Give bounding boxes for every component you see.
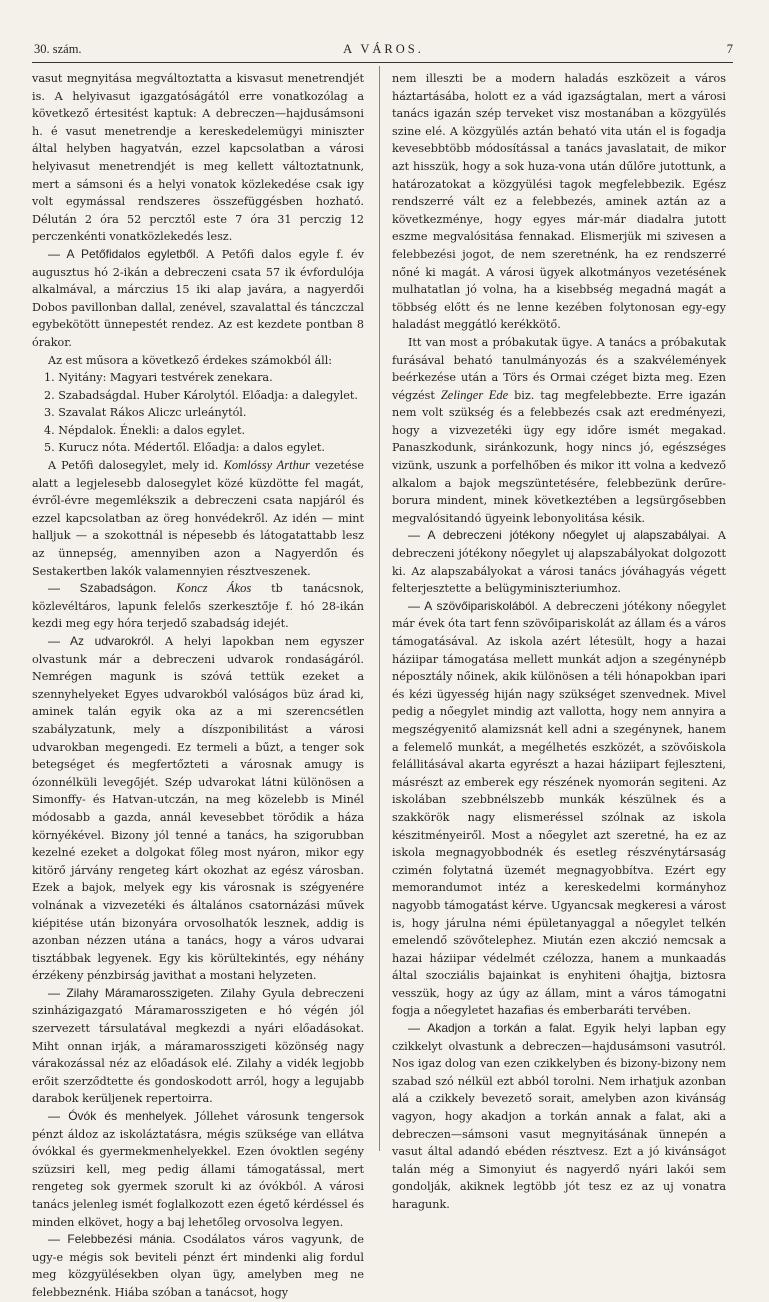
column-divider <box>379 66 380 1151</box>
article-heading: — Szabadságon. <box>48 581 157 596</box>
page-number: 7 <box>726 42 733 56</box>
article-heading: — A debreczeni jótékony nőegylet uj alapszabályai. <box>408 528 710 543</box>
header-rule <box>32 62 733 63</box>
article-text: Jóllehet városunk tengersok pénzt áldoz az iskoláztatásra, mégis szüksége van ellátva óvókkal és gyermekmenhelyekkel. Ezen óvoktlen segény szüzsiri kell, meg pedig állami támogatással, mert rengeteg sok gyermek szorult ki az óvókból. A városi tanács jelenleg ismét foglalkozott ezen égető kérdéssel és minden elkövet, hogy a baj lehetőleg orvosolva legyen. <box>32 1110 364 1229</box>
newspaper-title: A VÁROS. <box>343 42 424 56</box>
article-text: Egyik helyi lapban egy czikkelyt olvastunk a debreczen—hajdusámsoni vasutról. Nos igaz dolog van ezen czikkelyben és bizony-bizony nem szabad szó nélkül ezt abból torolni. Nem irhatjuk azonban alá a czikkely bevezető sorait, amelyben azon kivánság vagyon, hogy akadjon a torkán annak a falat, aki a debreczen—sámsoni vasut megnyitásának ünnepén a vasut által adandó ebéden résztvesz. Ezt a jó kivánságot talán még a Simonyiut és nagyerdő nyári lakói sem gondolják, akiknek legtöbb jót tesz ez az uj vonatra haragunk. <box>392 1022 726 1211</box>
article-text <box>156 582 176 595</box>
article-paragraph <box>32 580 364 633</box>
article-paragraph <box>32 404 364 422</box>
article-text-continued: biz. tag megfelebbezte. Erre igazán nem volt szükség és a felebbezés csak azt eredményezi, hogy a vizvezetéki ügy egy időre ismét megakad. Panaszkodunk, siránkozunk, hogy nincs jó, egészséges vizünk, uszunk a porfelhőben és mikor itt volna a kedvező alkalom a bajok megszüntetésére, felebbezünk derűre-borura mindent, minek következtében a legsürgősebben megvalósitandó ügyeink lebonyolitása késik. <box>392 388 726 525</box>
article-paragraph <box>392 70 726 334</box>
article-text: Az est műsora a következő érdekes számokból áll: <box>48 353 333 367</box>
article-heading: — Felebbezési mánia. <box>48 1232 176 1247</box>
article-paragraph <box>32 387 364 405</box>
article-text: A debreczeni jótékony nőegylet uj alapszabályokat dolgozott ki. Az alapszabályokat a városi tanács jóváhagyás végett felterjesztette a belügyminiszteriumhoz. <box>392 529 727 596</box>
article-paragraph <box>32 439 364 457</box>
article-paragraph <box>392 1020 726 1214</box>
article-paragraph <box>32 1108 364 1231</box>
article-heading: — Óvók és menhelyek. <box>48 1109 187 1124</box>
article-paragraph <box>392 598 726 1020</box>
issue-number: 30. szám. <box>34 42 82 56</box>
article-paragraph <box>392 334 726 528</box>
right-column <box>392 70 726 1214</box>
article-text: nem illeszti be a modern haladás eszközeit a város háztartásába, holott ez a vád igazságtalan, mert a városi tanács igazán szép terveket visz mostanában a közgyülés szine elé. A közgyülés aztán beható vita után el is fogadja kevesebbtöbb módosítással a tanács javaslatait, de mikor azt hisszük, hogy a sok huza-vona után dűlőre jutottunk, a határozatokat a közgyülési tagok megfelebbezik. Egész rendszerré vált ez a felebbezés, aminek aztán az a következménye, hogy egyes már-már diadalra jutott eszme megvalósitása fennakad. Elismerjük mi szivesen a felebbezési jogot, de nem szeretnénk, ha ez rendszerré nőné ki magát. A városi ügyek alkotmányos vezetésének mulhatatlan jó volna, ha a kisebbség megadná magát a többség előtt és ne lenne kezében folytonosan egy-egy haladást meggátló kerékkötő. <box>392 72 726 332</box>
article-paragraph <box>32 985 364 1108</box>
article-text: A helyi lapokban nem egyszer olvastunk már a debreczeni udvarok rondaságáról. Nemrégen magunk is szóvá tettük ezeket a szennyhelyeket Egyes udvarokból valóságos büz árad ki, aminek talán egyik oka az a mi szerencsétlen szabályzatunk, mely a díszponibilitást a városi udvarokban megengedi. Ez termeli a bűzt, a tenger sok betegséget és megfertőzteti a városnak amugy is ózonnélküli levegőjét. Szép udvarokat látni különösen a Simonffy- és Hatvan-utczán, na meg közelebb is Minél módosabb a gazda, annál kevesebbet törődik a háza környékével. Bizony jól tenné a tanács, ha szigorubban kezelné ezeket a dolgokat főleg most nyáron, mikor egy kitörő járvány rengeteg kárt okozhat az egész városban. Ezek a bajok, melyek egy kis városnak is szégyenére volnának a vizvezetéki és általános csatornázási művek kiépitése után bizonyára orvosolhatók lesznek, addig is azonban nézzen utána a tanács, hogy a város udvarai tisztábbak legyenek. Egy kis körültekintés, egy néhány érzékeny pénzbirság javithat a mostani helyzeten. <box>32 635 364 983</box>
person-name: Zelinger Ede <box>440 387 509 402</box>
person-name: Komlóssy Arthur <box>223 458 310 473</box>
article-text: Csodálatos város vagyunk, de ugy-e mégis sok beviteli pénzt ért mindenki alig fordul meg közgyülésekben olyan ügy, amelyben meg ne felebbeznénk. Hiába szóban a tanácsot, hogy <box>32 1233 364 1299</box>
article-text: 1. Nyitány: Magyari testvérek zenekara. <box>44 371 273 385</box>
article-text-continued: tb tanácsnok, közlevéltáros, lapunk felelős szerkesztője f. hó 28-ikán kezdi meg egy hóra terjedő szabadság idejét. <box>32 582 364 631</box>
article-text: 4. Népdalok. Énekli: a dalos egylet. <box>44 423 246 437</box>
person-name: Koncz Ákos <box>176 581 252 596</box>
article-text-continued: vezetése alatt a legjelesebb dalosegylet közé küzdötte fel magát, évről-évre megemlékszik a debreczeni csata napjáról és ezzel kapcsolatban az öreg honvédekről. Az idén — mint halljuk — a szokottnál is népesebb és látogatattabb lesz az ünnepség, amennyiben azon a Nagyerdőn és Sestakertben lakók valamennyien résztveszenek. <box>32 459 364 578</box>
article-paragraph <box>32 457 364 580</box>
article-paragraph <box>32 369 364 387</box>
article-paragraph <box>32 246 364 352</box>
article-paragraph <box>32 422 364 440</box>
article-text: 3. Szavalat Rákos Aliczc urleánytól. <box>44 406 247 420</box>
article-heading: — A Petőfidalos egyletből. <box>48 246 199 261</box>
article-paragraph <box>32 1231 364 1301</box>
article-text: vasut megnyitása megváltoztatta a kisvasut menetrendjét is. A helyivasut igazgatóságától erre vonatkozólag a következő értesitést kaptuk: A debreczen—hajdusámsoni h. é vasut menetrendje a kereskedelemügyi miniszter által helyben hagyatván, ezzel kapcsolatban a városi helyivasut menetrendjét is meg kellett változtatnunk, mert a sámsoni és a helyi vonatok közlekedése csak igy volt egymással rendszeres összefüggésben hozható. Délután 2 óra 52 percztől este 7 óra 31 perczig 12 perczenkénti vonatközlekedés lesz. <box>32 72 364 244</box>
article-text: A Petőfi dalos egyle f. év augusztus hó 2-ikán a debreczeni csata 57 ik évfordulója alkalmával, a márczius 15 iki alap javára, a nagyerdői Dobos pavillonban dallal, zenével, szavalattal és tánczczal egybekötött ünnepestét rendez. Az est kezdete pontban 8 órakor. <box>32 247 364 349</box>
article-text: A debreczeni jótékony nőegylet már évek óta tart fenn szövőipariskolát az állam és a város támogatásával. Az iskola azért létesült, hogy a hazai háziipar támogatása mellett munkát adjon a szegénynépb néposztály nőinek, akik különösen a téli hónapokban ipari és kézi ügyesség hiján nagy szükséget szenvednek. Mivel pedig a nőegylet mindig azt vallotta, hogy nem annyira a megszégyenitő alamizsnát kell adni a szegénynek, hanem a felemelő munkát, a megélhetés eszközét, a szövőiskola felállitásával akarta egyrészt a hazai háziipart fejleszteni, másrészt az emberek egy részének nyomorán segiteni. Az iskolában szebbnélszebb munkák készülnek és a szakkörök nagy elismeréssel szólnak az iskola készitményeiről. Most a nőegylet azt szeretné, ha ez az iskola megnagyobbodnék és esetleg részvénytársaság czimén folytatná üzemét megnagyobbítva. Ezért egy memorandumot intéz a kereskedelmi kormányhoz nagyobb támogatást kérve. Ugyancsak megkeresi a várost is, hogy járulna némi épületanyaggal a nőegylet telkén emelendő szövőtelephez. Miután ezen akczió nemcsak a hazai háziipar védelmét czélozza, hanem a munkaadás által szocziális bajainkat is enyhiteni óhajtja, biztosra vesszük, hogy az úgy az állam, mint a város támogatni fogja a nőegyletet hazafias és emberbaráti tervében. <box>392 599 726 1018</box>
article-paragraph <box>32 633 364 985</box>
article-heading: — Az udvarokról. <box>48 634 155 648</box>
article-paragraph <box>32 70 364 246</box>
article-paragraph <box>32 352 364 370</box>
article-text: 5. Kurucz nóta. Médertől. Előadja: a dalos egylet. <box>44 441 325 455</box>
left-column <box>32 70 364 1302</box>
article-heading: — Akadjon a torkán a falat. <box>408 1021 576 1036</box>
article-paragraph <box>392 527 726 597</box>
article-heading: — A szövőipariskolából. <box>408 598 538 613</box>
article-heading: — Zilahy Máramarosszigeten. <box>48 985 214 1000</box>
article-text: Itt van most a próbakutak ügye. A tanács a próbakutak furásával beható tanulmányozás és a szakvélemények beérkezése után a Törs és Ormai czéget bizta meg. Ezen végzést <box>392 335 726 402</box>
article-text: A Petőfi dalosegylet, mely id. <box>48 459 224 473</box>
article-text: Zilahy Gyula debreczeni szinházigazgató Máramarosszigeten e hó végén jól szervezett társulatával megkezdi a nyári előadásokat. Miht onnan irják, a máramarosszigeti közönség nagy várakozással néz az előadások elé. Zilahy a vidék legjobb erőit szerződtette és gondoskodott arról, hogy a legujabb darabok kerüljenek repertoirra. <box>32 986 364 1106</box>
article-text: 2. Szabadságdal. Huber Károlytól. Előadja: a dalegylet. <box>44 388 358 402</box>
running-header <box>34 42 733 60</box>
